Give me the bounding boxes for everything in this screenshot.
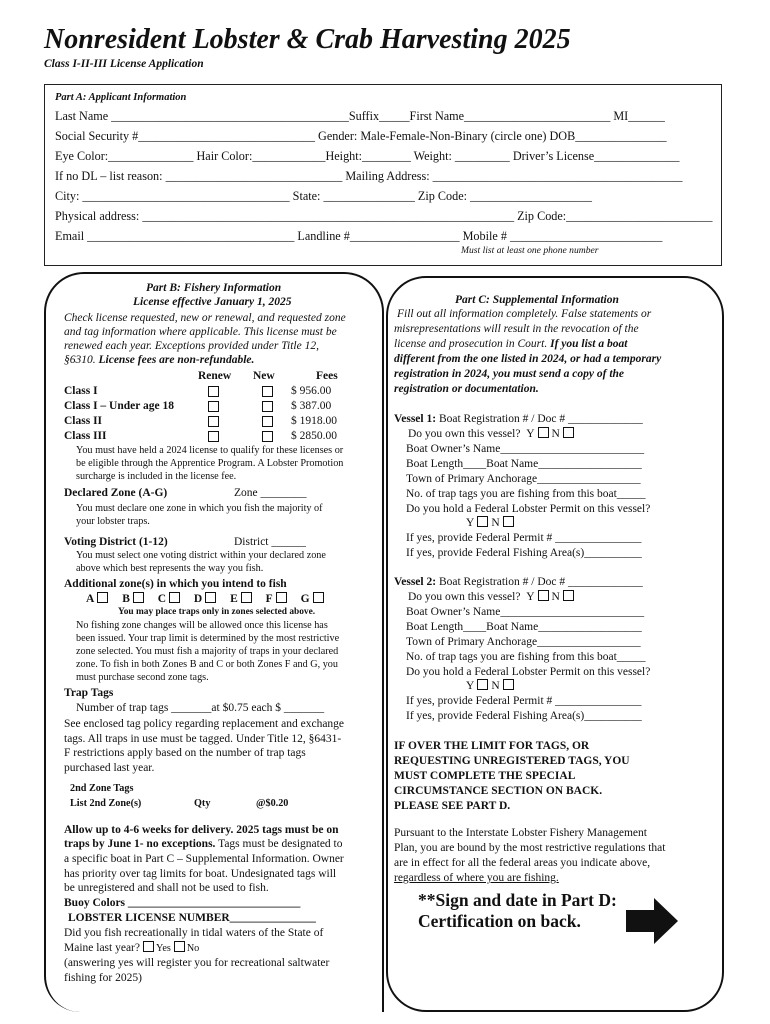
voting-district-note: above which best represents the way you fish. — [76, 563, 264, 574]
declared-zone-label: Declared Zone (A-G) — [64, 487, 168, 499]
vessel-2-fishing-area-field[interactable]: If yes, provide Federal Fishing Area(s)__________ — [406, 710, 642, 722]
part-c-intro-bold: registration or documentation. — [394, 383, 539, 395]
pursuant-line: Pursuant to the Interstate Lobster Fishery Management — [394, 827, 647, 839]
pursuant-line: regardless of where you are fishing. — [394, 872, 559, 884]
zone-g-label: G — [300, 593, 310, 605]
trap-tags-label: Trap Tags — [64, 687, 114, 699]
part-a-header: Part A: Applicant Information — [55, 92, 187, 103]
recreational-note: fishing for 2025) — [64, 972, 142, 984]
vessel-2-permit-question: Do you hold a Federal Lobster Permit on this vessel? — [406, 666, 651, 678]
vessel-1-reg-field[interactable]: Boat Registration # / Doc # _____________ — [438, 413, 643, 425]
class-iii-new-checkbox[interactable] — [262, 431, 273, 442]
second-zone-price: @$0.20 — [256, 798, 289, 809]
vessel-1-registration — [394, 412, 643, 426]
zone-e-label: E — [230, 593, 238, 605]
part-c-header: Part C: Supplemental Information — [455, 294, 619, 306]
vessel-1-own-question: Do you own this vessel? — [408, 428, 521, 440]
class-ii-label: Class II — [64, 415, 103, 427]
vessel-2-reg-field[interactable]: Boat Registration # / Doc # _____________ — [438, 576, 643, 588]
second-zone-title: 2nd Zone Tags — [70, 783, 134, 794]
delivery-note — [64, 837, 343, 851]
second-zone-qty[interactable]: Qty — [194, 798, 211, 809]
vessel-2-owner-field[interactable]: Boat Owner’s Name_________________________ — [406, 606, 645, 618]
intro-line: Check license requested, new or renewal, and requested zone — [64, 312, 346, 324]
trap-tags-para: tags. All traps in use must be tagged. Under Title 12, §6431- — [64, 733, 342, 745]
class-ii-renew-checkbox[interactable] — [208, 416, 219, 427]
delivery-designation: Tags must be designated to — [215, 838, 343, 850]
over-limit-line: PLEASE SEE PART D. — [394, 800, 511, 812]
pursuant-line: Plan, you are bound by the most restrictive regulations that — [394, 842, 666, 854]
y-label: Y — [466, 517, 475, 529]
vessel-2-permit-yn — [466, 679, 517, 693]
yes-label: Yes — [156, 943, 171, 954]
zones-para-line: No fishing zone changes will be allowed once this license has — [76, 620, 328, 631]
zone-a-checkbox[interactable] — [97, 592, 108, 603]
additional-zones-label: Additional zone(s) in which you intend to fish — [64, 578, 287, 590]
phone-note: Must list at least one phone number — [461, 245, 599, 256]
delivery-note: has priority over tag limits for boat. Undesignated tags will — [64, 868, 337, 880]
zone-d-label: D — [193, 593, 203, 605]
col-renew: Renew — [198, 370, 232, 382]
zone-checkboxes — [86, 592, 327, 606]
vessel-1-title: Vessel 1: — [394, 413, 437, 425]
vessel-2-own — [408, 590, 577, 604]
delivery-deadline: traps by June 1- no exceptions. — [64, 838, 216, 850]
page-subtitle: Class I-II-III License Application — [44, 58, 204, 70]
part-b-header: Part B: Fishery Information — [146, 282, 282, 294]
recreational-note: (answering yes will register you for recreational saltwater — [64, 957, 330, 969]
vessel-1-permit-yn — [466, 516, 517, 530]
part-a-section — [44, 84, 722, 266]
license-number-field[interactable]: LOBSTER LICENSE NUMBER_______________ — [68, 912, 316, 924]
zone-d-checkbox[interactable] — [205, 592, 216, 603]
zones-para-line: been issued. Your trap limit is determined by the most restrictive — [76, 633, 340, 644]
zone-e-checkbox[interactable] — [241, 592, 252, 603]
part-c-intro: Fill out all information completely. False statements or — [397, 308, 652, 320]
n-label: N — [551, 591, 560, 603]
vessel-1-fishing-area-field[interactable]: If yes, provide Federal Fishing Area(s)__________ — [406, 547, 642, 559]
class-iii-renew-checkbox[interactable] — [208, 431, 219, 442]
license-effective: License effective January 1, 2025 — [133, 296, 292, 308]
over-limit-line: CIRCUMSTANCE SECTION ON BACK. — [394, 785, 603, 797]
vessel-2-permit-no-checkbox[interactable] — [503, 679, 514, 690]
trap-tags-para: purchased last year. — [64, 762, 155, 774]
class-ii-fee: $ 1918.00 — [291, 415, 337, 427]
sign-instruction: **Sign and date in Part D: — [418, 890, 617, 910]
physical-description-line[interactable]: Eye Color:______________ Hair Color:____________Height:________ Weight: _________ Driver’s License______________ — [55, 149, 680, 163]
delivery-note: Allow up to 4-6 weeks for delivery. 2025 tags must be on — [64, 824, 339, 836]
zone-g-checkbox[interactable] — [313, 592, 324, 603]
intro-line: and tag information where applicable. This license must be — [64, 326, 337, 338]
declared-zone-note: your lobster traps. — [76, 516, 150, 527]
n-label: N — [551, 428, 560, 440]
recreational-no-checkbox[interactable] — [174, 941, 185, 952]
vessel-1-permit-no-checkbox[interactable] — [503, 516, 514, 527]
page-title: Nonresident Lobster & Crab Harvesting 2025 — [44, 24, 571, 55]
vessel-2-permit-number-field[interactable]: If yes, provide Federal Permit # _______________ — [406, 695, 642, 707]
voting-district-note: You must select one voting district within your declared zone — [76, 550, 326, 561]
class-note: surcharge is included in the license fee. — [76, 471, 237, 482]
vessel-2-anchorage-field[interactable]: Town of Primary Anchorage__________________ — [406, 636, 641, 648]
pursuant-line: are in effect for all the federal areas you indicate above, — [394, 857, 651, 869]
voting-district-field[interactable]: District ______ — [234, 536, 306, 548]
trap-tags-para: See enclosed tag policy regarding replacement and exchange — [64, 718, 345, 730]
zone-b-label: B — [122, 593, 130, 605]
trap-tags-line[interactable]: Number of trap tags _______at $0.75 each $ _______ — [76, 702, 325, 714]
voting-district-label: Voting District (1-12) — [64, 536, 168, 548]
vessel-1-owner-field[interactable]: Boat Owner’s Name_________________________ — [406, 443, 645, 455]
delivery-note: a specific boat in Part C – Supplemental Information. Owner — [64, 853, 344, 865]
vessel-1-own — [408, 427, 577, 441]
class-note: be eligible through the Apprentice Program. A Lobster Promotion — [76, 458, 344, 469]
zones-para-line: zone. To fish in both Zones B and C or both Zones F and G, you — [76, 659, 338, 670]
zone-f-checkbox[interactable] — [276, 592, 287, 603]
part-c-intro — [394, 337, 627, 351]
over-limit-line: MUST COMPLETE THE SPECIAL — [394, 770, 576, 782]
part-c-intro-end: license and prosecution in Court. — [394, 338, 551, 350]
class-iii-fee: $ 2850.00 — [291, 430, 337, 442]
vessel-2-permit-yes-checkbox[interactable] — [477, 679, 488, 690]
zone-c-checkbox[interactable] — [169, 592, 180, 603]
n-label: N — [491, 517, 500, 529]
right-arrow-icon — [626, 898, 678, 944]
recreational-question: Did you fish recreationally in tidal waters of the State of — [64, 927, 324, 939]
class-note: You must have held a 2024 license to qualify for these licenses or — [76, 445, 344, 456]
intro-line: renewed each year. Exceptions provided under Title 12, — [64, 340, 319, 352]
y-label: Y — [526, 428, 535, 440]
vessel-1-traps-field[interactable]: No. of trap tags you are fishing from this boat_____ — [406, 488, 646, 500]
y-label: Y — [526, 591, 535, 603]
fees-nonrefundable: License fees are non-refundable. — [98, 354, 255, 366]
intro-line — [64, 353, 254, 367]
y-label: Y — [466, 680, 475, 692]
zones-para-line: must purchase second zone tags. — [76, 672, 209, 683]
trap-tags-para: F restrictions apply based on the number of trap tags — [64, 747, 306, 759]
declared-zone-field[interactable]: Zone ________ — [234, 487, 307, 499]
second-zone-list[interactable]: List 2nd Zone(s) — [70, 798, 142, 809]
zone-c-label: C — [157, 593, 167, 605]
vessel-2-traps-field[interactable]: No. of trap tags you are fishing from this boat_____ — [406, 651, 646, 663]
vessel-2-length-name-field[interactable]: Boat Length____Boat Name__________________ — [406, 621, 642, 633]
no-label: No — [186, 943, 200, 954]
city-state-zip-line[interactable]: City: __________________________________ State: _______________ Zip Code: ____________________ — [55, 189, 592, 203]
recreational-question-end: Maine last year? — [64, 942, 140, 954]
ssn-gender-dob-line[interactable]: Social Security #_____________________________ Gender: Male-Female-Non-Binary (circle one) DOB_______________ — [55, 129, 667, 143]
zones-note: You may place traps only in zones selected above. — [118, 607, 316, 617]
recreational-yes-checkbox[interactable] — [143, 941, 154, 952]
delivery-note: be unregistered and shall not be used to fish. — [64, 882, 269, 894]
vessel-2-registration — [394, 575, 643, 589]
class-i-u18-new-checkbox[interactable] — [262, 401, 273, 412]
physical-address-line[interactable]: Physical address: _____________________________________________________________ Zip Code:________________________ — [55, 209, 713, 223]
class-i-new-checkbox[interactable] — [262, 386, 273, 397]
class-ii-new-checkbox[interactable] — [262, 416, 273, 427]
class-i-fee: $ 956.00 — [291, 385, 332, 397]
intro-section-ref: §6310. — [64, 354, 99, 366]
zone-f-label: F — [265, 593, 273, 605]
part-c-intro: misrepresentations will result in the revocation of the — [394, 323, 639, 335]
class-i-renew-checkbox[interactable] — [208, 386, 219, 397]
zones-para-line: zone selected. You must fish a majority of traps in your declared — [76, 646, 339, 657]
zone-a-label: A — [86, 593, 95, 605]
col-new: New — [253, 370, 275, 382]
vessel-1-anchorage-field[interactable]: Town of Primary Anchorage__________________ — [406, 473, 641, 485]
over-limit-line: REQUESTING UNREGISTERED TAGS, YOU — [394, 755, 630, 767]
contact-line[interactable]: Email __________________________________ Landline #__________________ Mobile # _________________________ — [55, 229, 663, 243]
zone-b-checkbox[interactable] — [133, 592, 144, 603]
vessel-2-own-question: Do you own this vessel? — [408, 591, 521, 603]
part-c-intro-bold: different from the one listed in 2024, or had a temporary — [394, 353, 662, 365]
col-fees: Fees — [316, 370, 338, 382]
vessel-1-own-no-checkbox[interactable] — [563, 427, 574, 438]
vessel-1-length-name-field[interactable]: Boat Length____Boat Name__________________ — [406, 458, 642, 470]
vessel-1-permit-yes-checkbox[interactable] — [477, 516, 488, 527]
class-i-u18-renew-checkbox[interactable] — [208, 401, 219, 412]
recreational-question — [64, 941, 199, 955]
vessel-1-own-yes-checkbox[interactable] — [538, 427, 549, 438]
vessel-1-permit-question: Do you hold a Federal Lobster Permit on this vessel? — [406, 503, 651, 515]
vessel-2-own-yes-checkbox[interactable] — [538, 590, 549, 601]
class-i-u18-fee: $ 387.00 — [291, 400, 332, 412]
part-c-intro-bold: registration in 2024, you must send a copy of the — [394, 368, 625, 380]
n-label: N — [491, 680, 500, 692]
class-i-label: Class I — [64, 385, 98, 397]
vessel-1-permit-number-field[interactable]: If yes, provide Federal Permit # _______________ — [406, 532, 642, 544]
part-c-intro-bold: If you list a boat — [550, 338, 628, 350]
vessel-2-own-no-checkbox[interactable] — [563, 590, 574, 601]
vessel-2-title: Vessel 2: — [394, 576, 437, 588]
buoy-colors-field[interactable]: Buoy Colors ______________________________ — [64, 897, 301, 909]
over-limit-line: IF OVER THE LIMIT FOR TAGS, OR — [394, 740, 590, 752]
sign-instruction: Certification on back. — [418, 911, 581, 931]
declared-zone-note: You must declare one zone in which you fish the majority of — [76, 503, 323, 514]
class-i-u18-label: Class I – Under age 18 — [64, 400, 175, 412]
dl-reason-mailing-line[interactable]: If no DL – list reason: _____________________________ Mailing Address: _________________________________________ — [55, 169, 683, 183]
last-name-line[interactable]: Last Name _______________________________________Suffix_____First Name________________________ MI______ — [55, 109, 665, 123]
class-iii-label: Class III — [64, 430, 107, 442]
